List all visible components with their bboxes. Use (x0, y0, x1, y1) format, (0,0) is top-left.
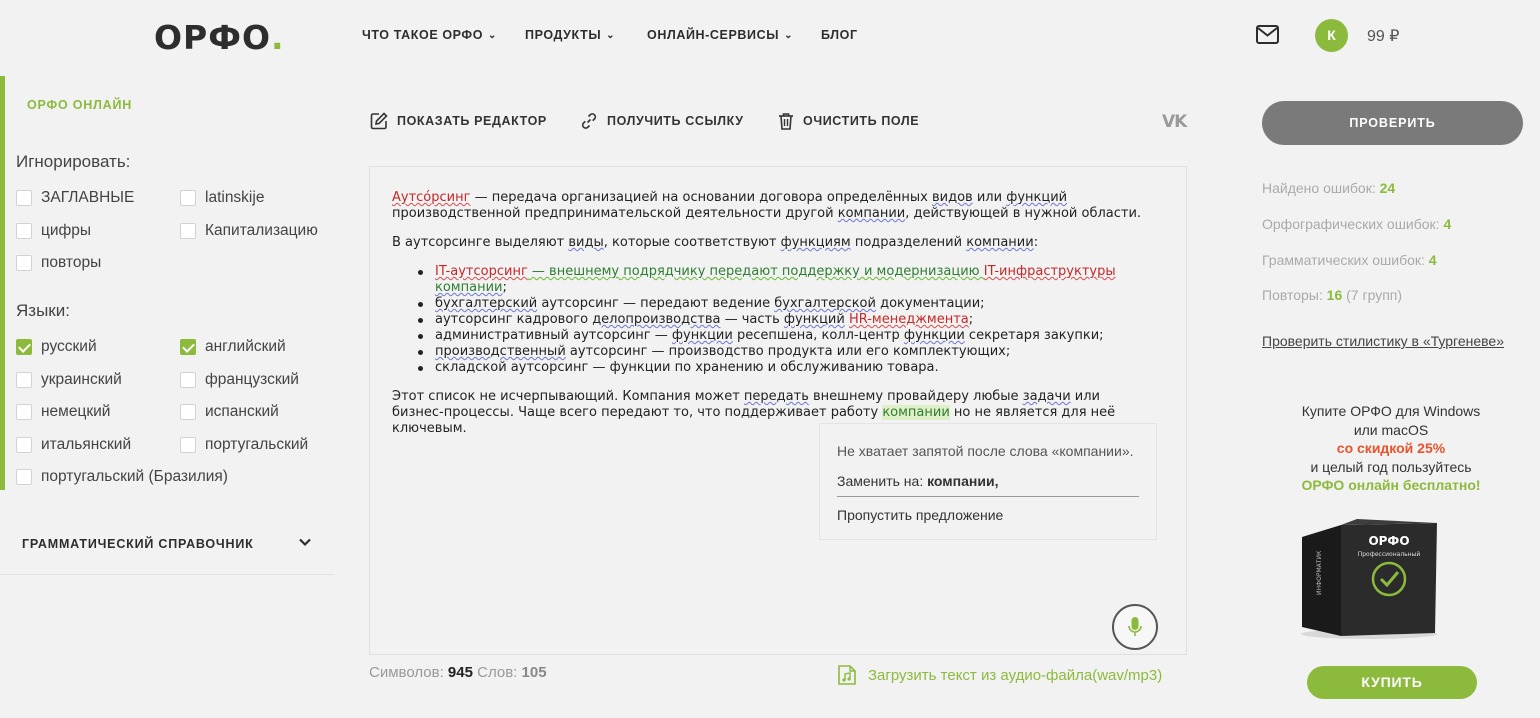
promo-text: Купите ОРФО для Windows или macOS со скидкой 25% и целый год пользуйтесь ОРФО онлайн бесплатно! (1301, 403, 1481, 493)
nav-online-services[interactable]: ОНЛАЙН-СЕРВИСЫ ⌄ (647, 28, 794, 42)
repeats-stat: Повторы: 16 (7 групп) (1262, 287, 1403, 303)
lang-spanish-option[interactable]: испанский (180, 403, 279, 421)
nav-what-is-orfo[interactable]: ЧТО ТАКОЕ ОРФО ⌄ (362, 28, 498, 42)
clear-field-button[interactable]: ОЧИСТИТЬ ПОЛЕ (778, 112, 919, 130)
found-errors-stat: Найдено ошибок: 24 (1262, 180, 1396, 196)
checkbox[interactable] (16, 190, 32, 206)
chevron-down-icon: ⌄ (784, 30, 794, 41)
languages-title: Языки: (16, 301, 70, 320)
highlighted-error[interactable]: компании (882, 405, 950, 420)
suggestion-message: Не хватает запятой после слова «компании». (837, 443, 1134, 459)
chevron-down-icon: ⌄ (606, 30, 616, 41)
link-icon (580, 112, 598, 130)
divider (837, 496, 1139, 497)
repeat-word[interactable]: делопроизводства (592, 312, 721, 327)
box-edition: Профессиональный (1357, 551, 1421, 558)
checkbox[interactable] (180, 223, 196, 239)
spelling-error[interactable]: Аутсо́рсинг (392, 190, 471, 205)
checkbox[interactable] (180, 190, 196, 206)
paragraph: Аутсо́рсинг — передача организацией на основании договора определённых видов или функций производственной предпринимательской деятельности другой компании, действующей в нужной области. (392, 190, 1142, 221)
skip-sentence-button[interactable]: Пропустить предложение (837, 507, 1004, 523)
sidebar-accent (0, 76, 5, 490)
checkbox-checked[interactable] (180, 339, 196, 355)
edit-icon (370, 112, 388, 130)
audio-file-icon (836, 664, 858, 686)
repeat-word[interactable]: бухгалтерской (774, 296, 876, 311)
avatar[interactable]: К (1315, 19, 1348, 52)
repeat-word[interactable]: функций (783, 312, 845, 327)
mail-icon[interactable] (1256, 25, 1279, 44)
lang-english-option[interactable]: английский (180, 338, 286, 356)
buy-button[interactable]: КУПИТЬ (1307, 666, 1477, 699)
checkbox[interactable] (16, 372, 32, 388)
grammar-error[interactable]: — внешнему подрядчику передают поддержку и модернизацию (527, 264, 984, 279)
checkbox[interactable] (180, 437, 196, 453)
suggestion-popup (819, 423, 1157, 540)
repeat-word[interactable]: видов (932, 190, 973, 205)
list-item: IT-аутсорсинг — внешнему подрядчику передают поддержку и модернизацию IT-инфраструктуры компании; (435, 264, 1152, 296)
lang-portuguese-option[interactable]: португальский (180, 436, 308, 454)
nav-products[interactable]: ПРОДУКТЫ ⌄ (525, 28, 616, 42)
lang-french-option[interactable]: французский (180, 371, 299, 389)
microphone-icon (1128, 616, 1142, 638)
grammar-reference-toggle[interactable] (0, 519, 334, 575)
repeat-word[interactable]: виды (568, 235, 604, 250)
ignore-uppercase-option[interactable]: ЗАГЛАВНЫЕ (16, 189, 134, 207)
list-item: аутсорсинг кадрового делопроизводства — часть функций HR-менеджмента; (435, 312, 1152, 328)
lang-italian-option[interactable]: итальянский (16, 436, 131, 454)
turgenev-link[interactable]: Проверить стилистику в «Тургеневе» (1262, 333, 1504, 349)
repeat-word[interactable]: компании (435, 280, 503, 295)
checkbox[interactable] (16, 404, 32, 420)
paragraph: В аутсорсинге выделяют виды, которые соответствуют функциям подразделений компании: (392, 235, 1039, 250)
list-item: складской аутсорсинг — функции по хранению и обслуживанию товара. (435, 360, 1152, 376)
chevron-down-icon: ⌄ (488, 30, 498, 41)
upload-audio-link[interactable]: Загрузить текст из аудио-файла(wav/mp3) (836, 664, 1162, 686)
checkbox[interactable] (16, 437, 32, 453)
checkbox[interactable] (180, 372, 196, 388)
ignore-capitalization-option[interactable]: Капитализацию (180, 222, 318, 240)
chevron-down-icon (297, 534, 313, 550)
list-item: административный аутсорсинг — функции ресепшена, колл-центр функции секретаря закупки; (435, 328, 1152, 344)
repeat-word[interactable]: производственный (435, 344, 566, 359)
repeat-word[interactable]: бухгалтерский (435, 296, 538, 311)
text-stats: Символов: 945 Слов: 105 (369, 664, 547, 681)
grammar-errors-stat: Грамматических ошибок: 4 (1262, 252, 1437, 268)
checkbox[interactable] (180, 404, 196, 420)
repeat-word[interactable]: передать (743, 389, 809, 404)
text-editor[interactable] (369, 166, 1187, 655)
spelling-error[interactable]: IT-аутсорсинг (435, 264, 528, 279)
logo[interactable]: ОРФО. (154, 18, 285, 57)
spelling-error[interactable]: IT-инфраструктуры (983, 264, 1116, 279)
editor-text[interactable] (392, 190, 1152, 450)
repeat-word[interactable]: компании (966, 235, 1034, 250)
ignore-title: Игнорировать: (16, 152, 131, 171)
spelling-errors-stat: Орфографических ошибок: 4 (1262, 216, 1452, 232)
trash-icon (778, 112, 794, 130)
get-link-button[interactable]: ПОЛУЧИТЬ ССЫЛКУ (580, 112, 744, 130)
show-editor-button[interactable]: ПОКАЗАТЬ РЕДАКТОР (370, 112, 547, 130)
checkbox[interactable] (16, 255, 32, 271)
lang-ukrainian-option[interactable]: украинский (16, 371, 122, 389)
repeat-word[interactable]: функциям (780, 235, 851, 250)
box-brand: ОРФО (1368, 534, 1410, 548)
replace-suggestion[interactable]: Заменить на: компании, (837, 473, 999, 489)
box-side-label: ИНФОРМАТИК (1316, 550, 1323, 595)
bullet-list (435, 264, 1152, 376)
list-item: производственный аутсорсинг — производство продукта или его комплектующих; (435, 344, 1152, 360)
spelling-error[interactable]: HR-менеджмента (848, 312, 969, 327)
microphone-button[interactable] (1112, 604, 1158, 650)
grammar-reference-label: ГРАММАТИЧЕСКИЙ СПРАВОЧНИК (22, 537, 254, 551)
checkbox[interactable] (16, 223, 32, 239)
lang-russian-option[interactable]: русский (16, 338, 97, 356)
balance: 99 ₽ (1367, 28, 1400, 45)
repeat-word[interactable]: задачи (1022, 389, 1071, 404)
checkbox-checked[interactable] (16, 339, 32, 355)
lang-german-option[interactable]: немецкий (16, 403, 110, 421)
paragraph: Этот список не исчерпывающий. Компания может передать внешнему провайдеру любые задачи или бизнес-процессы. Чаще всего передают то, что поддерживает работу компании но не является для неё ключевым. (392, 389, 1116, 436)
repeat-word[interactable]: функции (903, 328, 965, 343)
repeat-word[interactable]: функции (671, 328, 733, 343)
repeat-word[interactable]: функций (1006, 190, 1068, 205)
ignore-digits-option[interactable]: цифры (16, 222, 91, 240)
check-button[interactable]: ПРОВЕРИТЬ (1262, 101, 1523, 145)
checkbox[interactable] (16, 469, 32, 485)
vk-share-icon[interactable]: VK (1162, 112, 1187, 132)
ignore-latin-option[interactable]: latinskije (180, 189, 264, 207)
nav-blog[interactable]: БЛОГ (821, 28, 858, 42)
repeat-word[interactable]: компании (837, 206, 906, 221)
ignore-repeats-option[interactable]: повторы (16, 254, 101, 272)
sidebar-title: ОРФО ОНЛАЙН (27, 98, 133, 112)
lang-portuguese-brazil-option[interactable]: португальский (Бразилия) (16, 468, 228, 486)
list-item: бухгалтерский аутсорсинг — передают ведение бухгалтерской документации; (435, 296, 1152, 312)
product-box-image[interactable] (1297, 515, 1442, 640)
